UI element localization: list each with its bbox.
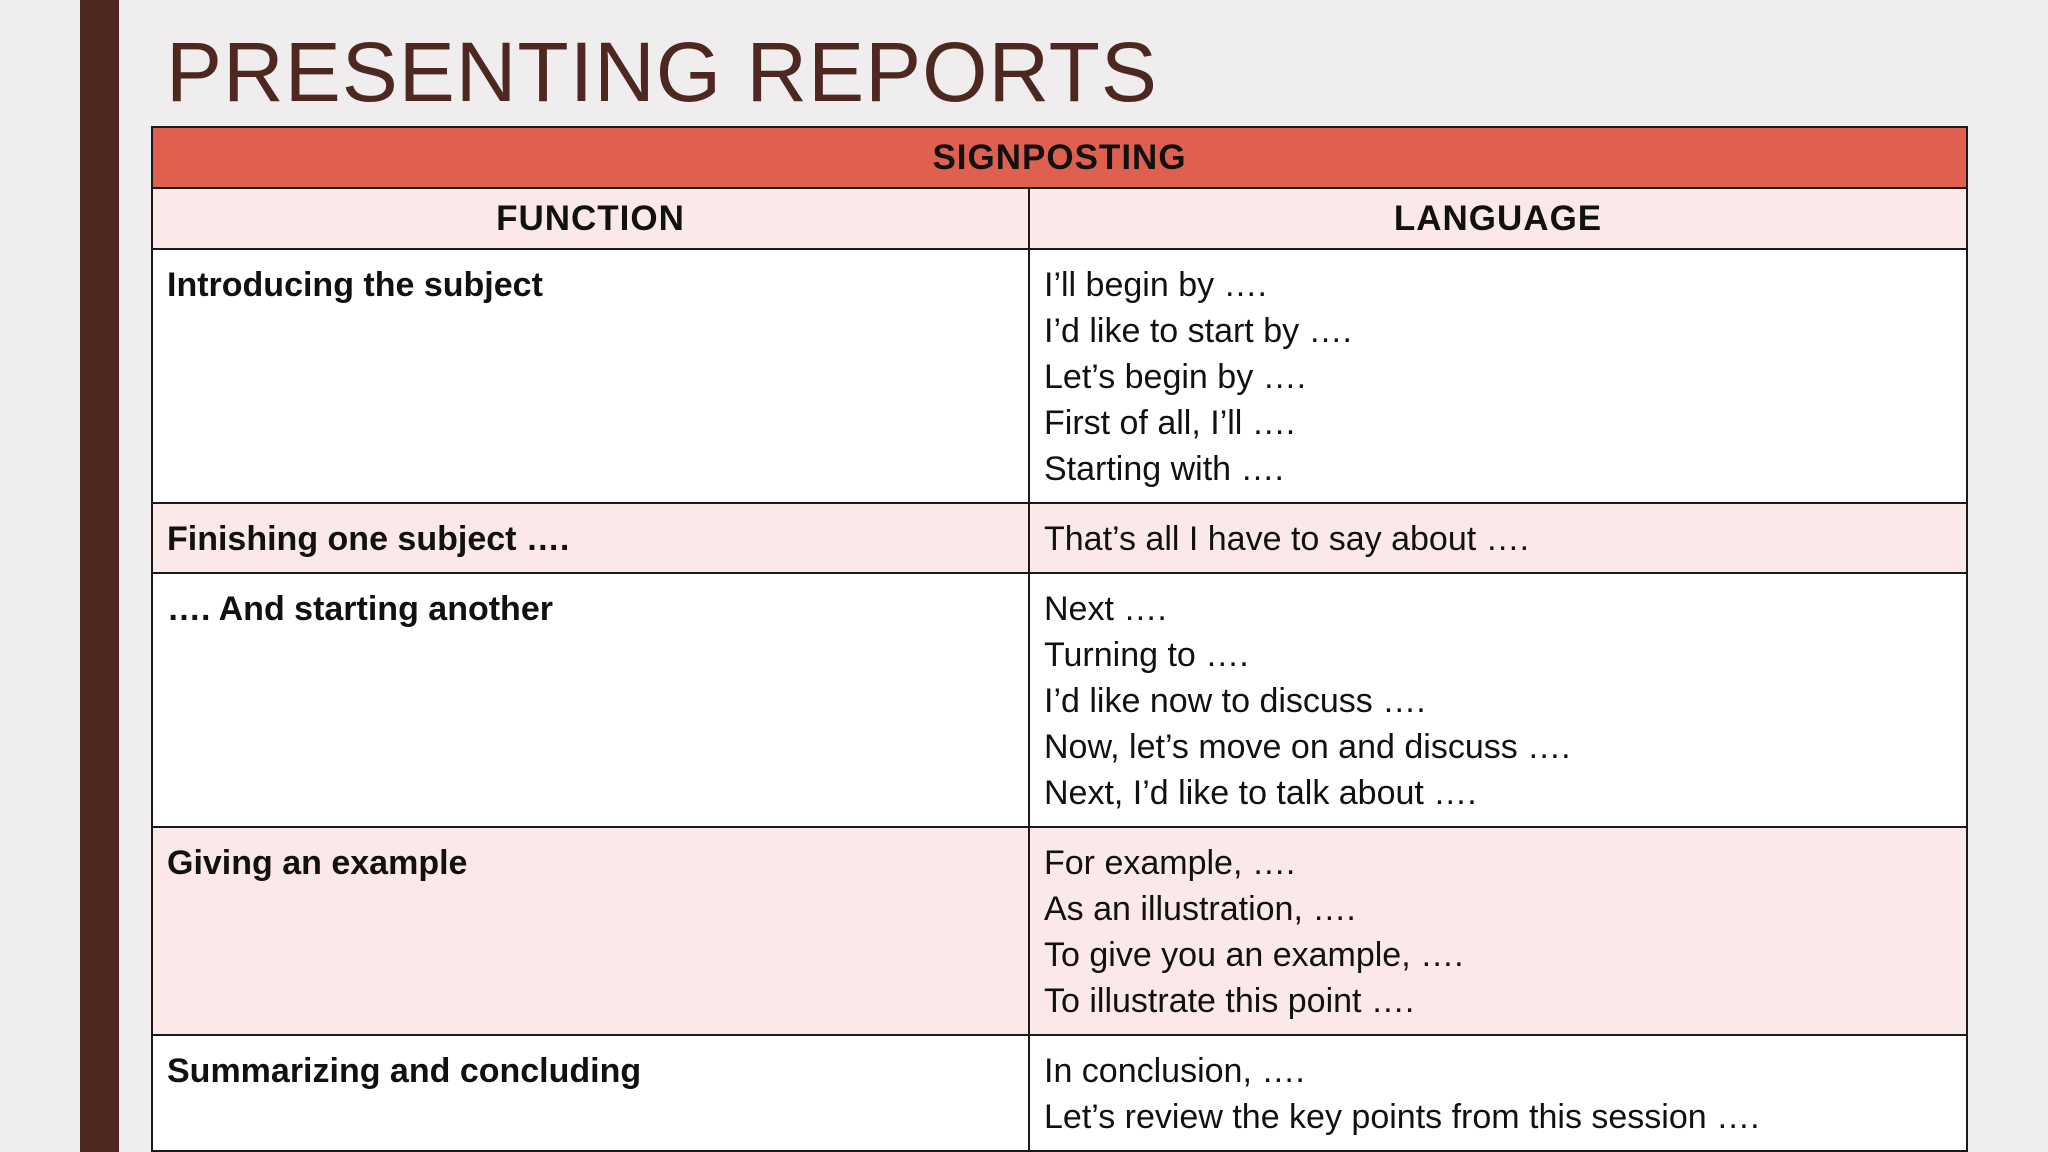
table-row [152,573,1967,827]
table-row [152,1035,1967,1151]
language-phrase: Let’s review the key points from this session …. [1044,1098,1760,1136]
language-phrase: Let’s begin by …. [1044,358,1307,396]
table-row [152,503,1967,573]
language-cell [1029,827,1967,1035]
language-phrase: Next …. [1044,590,1167,628]
language-phrase: In conclusion, …. [1044,1052,1305,1090]
table-header-signposting: SIGNPOSTING [152,127,1967,188]
function-cell: Introducing the subject [152,249,1029,503]
language-phrase: First of all, I’ll …. [1044,404,1296,442]
language-phrase: I’d like to start by …. [1044,312,1352,350]
language-phrase: Next, I’d like to talk about …. [1044,774,1477,812]
language-phrase: Turning to …. [1044,636,1249,674]
language-phrase: To illustrate this point …. [1044,982,1415,1020]
column-header-row [152,188,1967,249]
language-cell [1029,503,1967,573]
language-phrase: As an illustration, …. [1044,890,1356,928]
table-row [152,249,1967,503]
language-cell [1029,573,1967,827]
language-phrase: Starting with …. [1044,450,1284,488]
language-phrase: Now, let’s move on and discuss …. [1044,728,1571,766]
table-header-row [152,127,1967,188]
language-phrase: I’d like now to discuss …. [1044,682,1426,720]
table-row [152,827,1967,1035]
function-cell: Summarizing and concluding [152,1035,1029,1151]
function-cell: Finishing one subject …. [152,503,1029,573]
language-phrase: I’ll begin by …. [1044,266,1267,304]
column-header-function: FUNCTION [152,188,1029,249]
signposting-table [151,126,1968,1152]
language-phrase: That’s all I have to say about …. [1044,520,1530,558]
slide-accent-bar [80,0,119,1152]
language-phrase: For example, …. [1044,844,1296,882]
slide-title: PRESENTING REPORTS [166,25,1158,119]
function-cell: Giving an example [152,827,1029,1035]
language-phrase: To give you an example, …. [1044,936,1464,974]
function-cell: …. And starting another [152,573,1029,827]
language-cell [1029,249,1967,503]
column-header-language: LANGUAGE [1029,188,1967,249]
language-cell [1029,1035,1967,1151]
